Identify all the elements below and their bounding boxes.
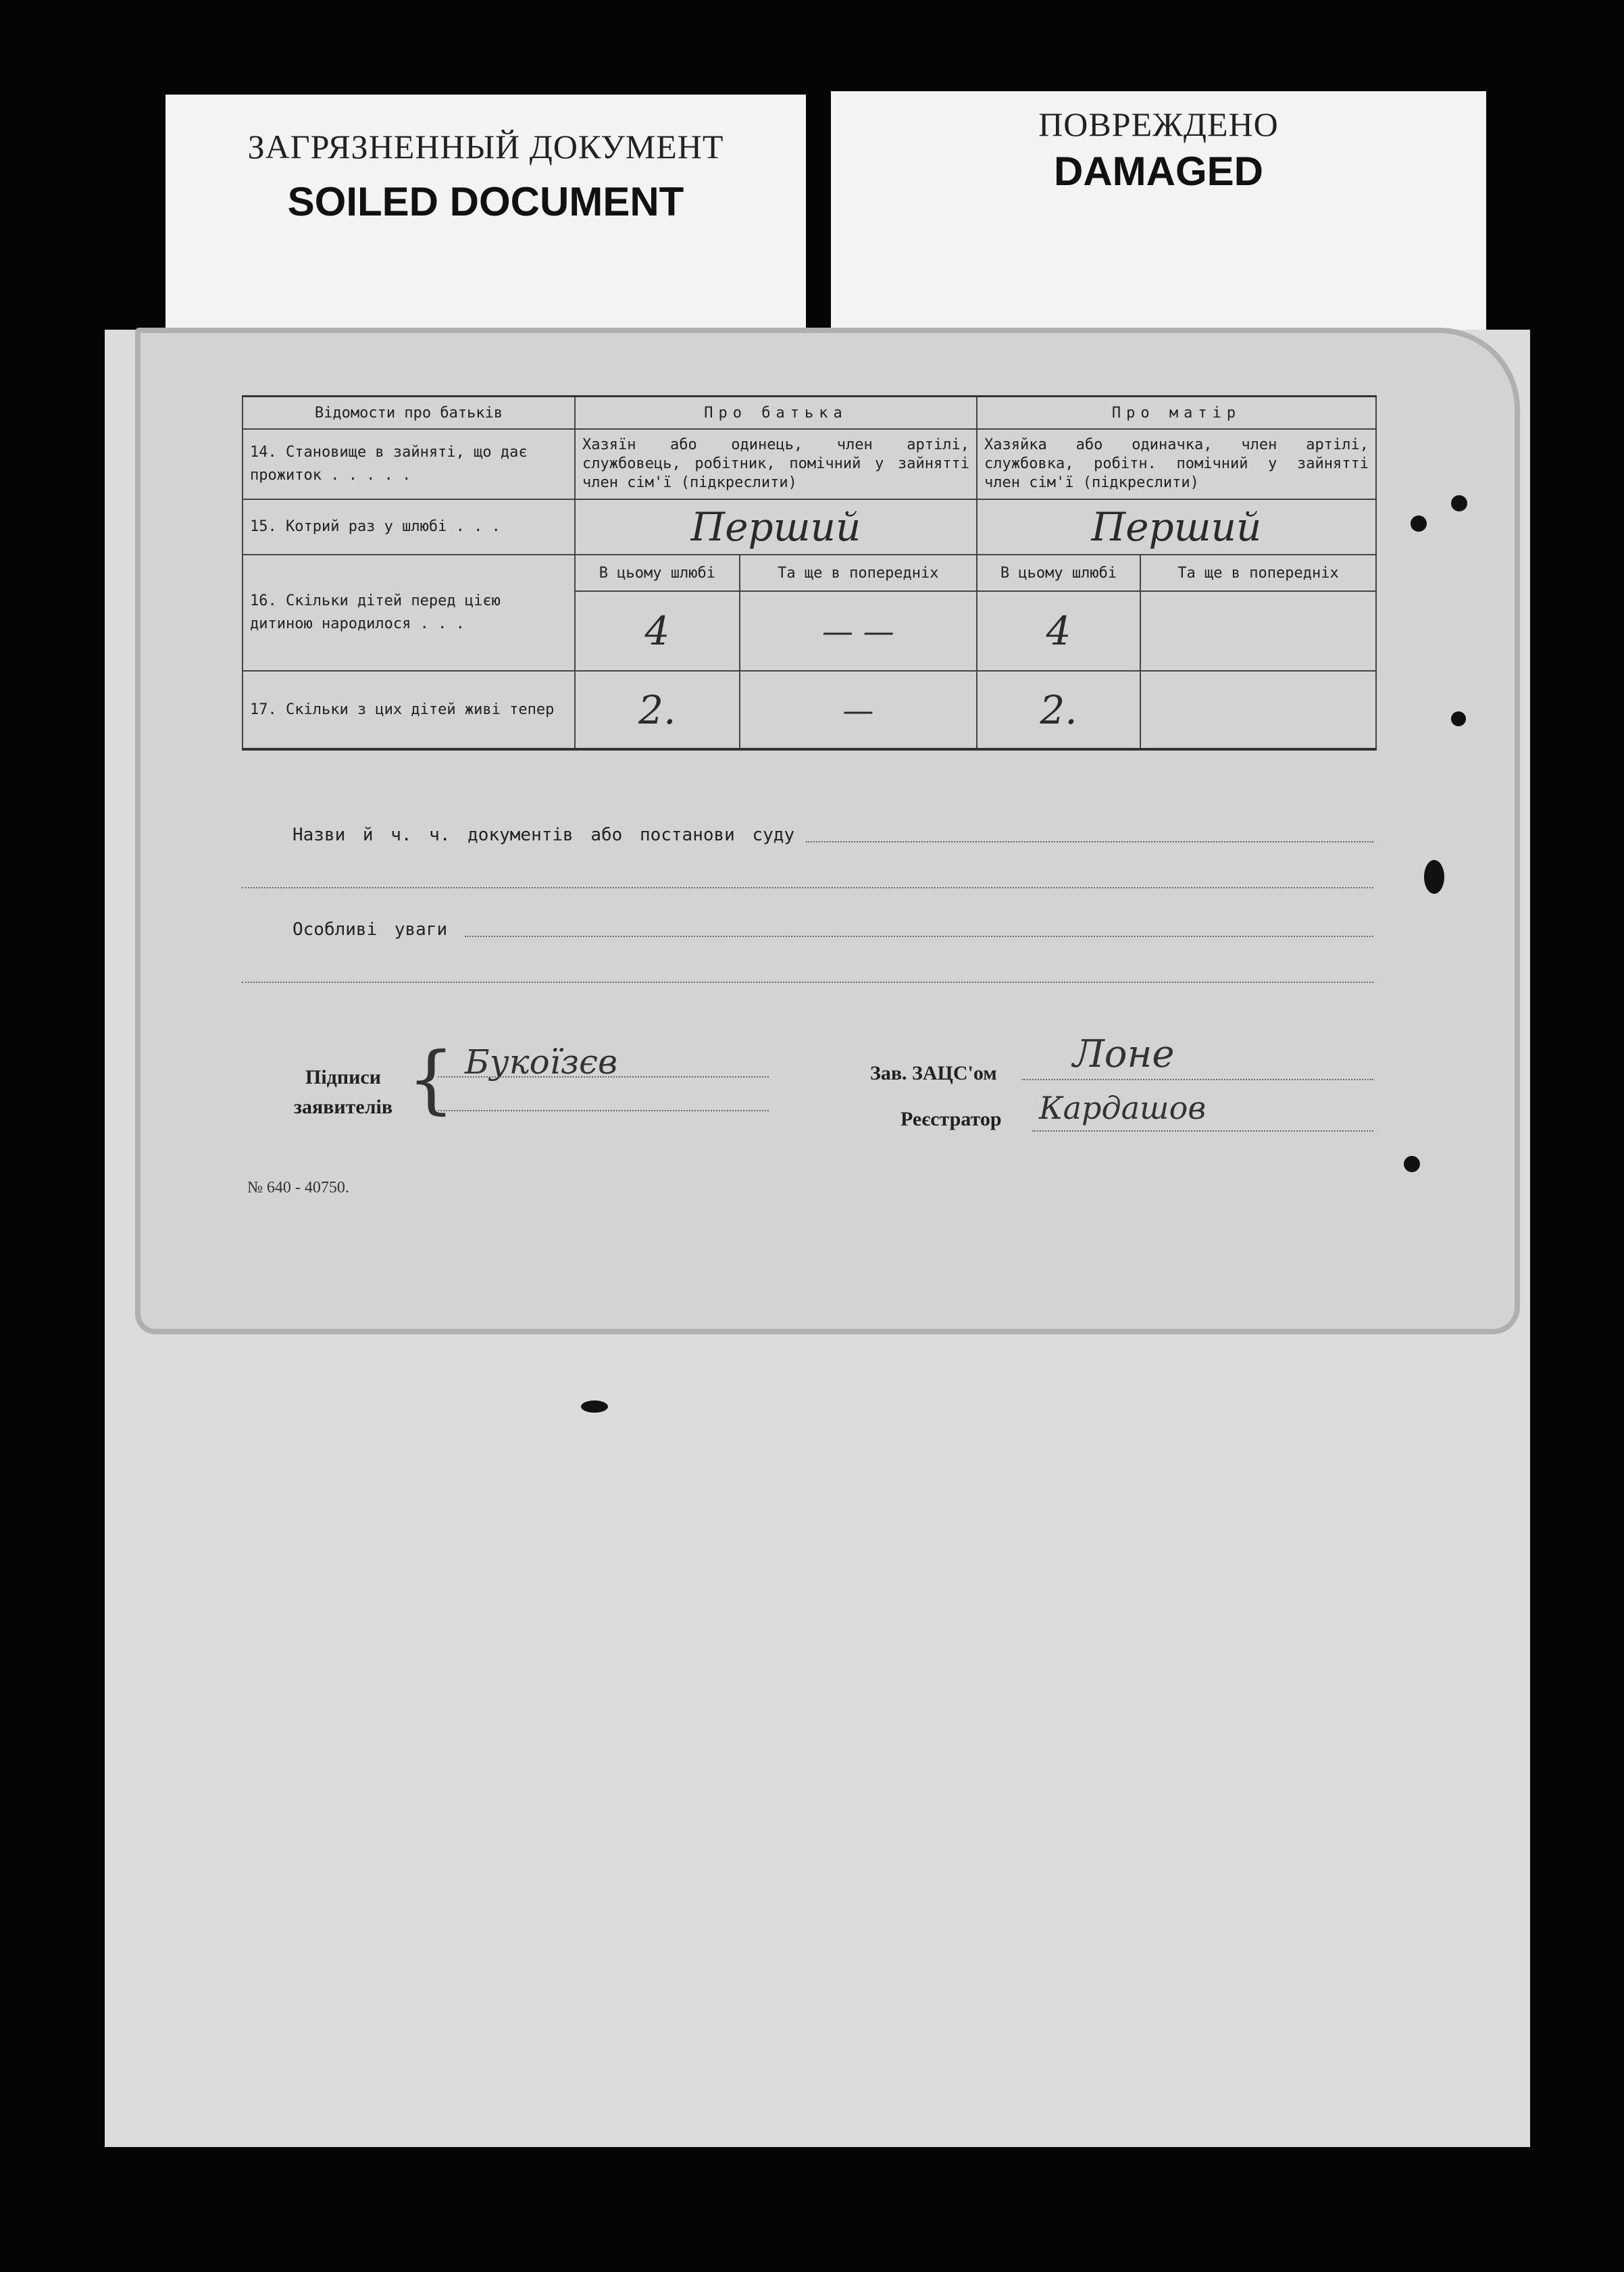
subheader-father-prev: Та ще в попередніх [740, 555, 977, 591]
subheader-mother-prev: Та ще в попередніх [1140, 555, 1376, 591]
head-sign-line [1022, 1079, 1373, 1080]
registrar-sign-line [1032, 1130, 1373, 1132]
q17-father-this: 2. [575, 671, 740, 749]
documents-line-2 [242, 887, 1373, 888]
q14-mother-options: Хазяйка або одиначка, член артілі, службовка, робітн. помічний у зайнятті член сім'ї (підкреслити) [977, 429, 1376, 499]
applicants-label-line-1: Підписи [305, 1066, 382, 1088]
head-signature: Лоне [1073, 1032, 1175, 1076]
header-father: Про батька [575, 397, 977, 430]
applicants-label-line-2: заявителів [293, 1096, 393, 1118]
punch-hole [1404, 1156, 1420, 1172]
registrar-label: Реєстратор [900, 1108, 1002, 1130]
q16-mother-this: 4 [977, 591, 1140, 671]
remarks-label: Особливі уваги [293, 919, 448, 940]
applicant-signature: Букоїзєв [465, 1042, 618, 1082]
q15-mother-value: Перший [977, 499, 1376, 555]
q17-mother-this: 2. [977, 671, 1140, 749]
damaged-label-english: DAMAGED [1054, 149, 1263, 194]
q17-father-prev: — [740, 671, 977, 749]
punch-hole [1451, 711, 1466, 726]
damaged-document-label [831, 91, 1486, 334]
applicant-sign-line-1 [438, 1076, 769, 1078]
damage-mark [1424, 860, 1444, 894]
applicants-signature-label [282, 1063, 404, 1122]
stain-mark [581, 1400, 608, 1413]
remarks-line-2 [242, 982, 1373, 983]
damaged-label-russian: ПОВРЕЖДЕНО [1038, 105, 1279, 143]
q14-father-options: Хазяїн або одинець, член артілі, службовець, робітник, помічний у зайнятті член сім'ї (підкреслити) [575, 429, 977, 499]
registrar-signature: Кардашов [1039, 1090, 1207, 1126]
documents-label: Назви й ч. ч. документів або постанови суду [293, 825, 795, 845]
subheader-father-this: В цьому шлюбі [575, 555, 740, 591]
punch-hole [1451, 495, 1467, 511]
brace: { [407, 1036, 455, 1122]
soiled-label-russian: ЗАГРЯЗНЕННЫЙ ДОКУМЕНТ [247, 128, 724, 166]
documents-line-1 [806, 841, 1373, 842]
soiled-document-label [166, 95, 806, 334]
q17-label: 17. Скільки з цих дітей живі тепер [243, 671, 575, 749]
q16-father-prev: — — [740, 591, 977, 671]
subheader-mother-this: В цьому шлюбі [977, 555, 1140, 591]
head-label: Зав. ЗАЦС'ом [870, 1062, 997, 1084]
q16-father-this: 4 [575, 591, 740, 671]
form-number: № 640 - 40750. [247, 1179, 349, 1196]
q15-label: 15. Котрий раз у шлюбі . . . [243, 499, 575, 555]
header-info: Відомости про батьків [243, 397, 575, 430]
q16-label: 16. Скільки дітей перед цією дитиною народилося . . . [243, 555, 575, 671]
q14-label: 14. Становище в зайняті, що дає прожиток . . . . . [243, 429, 575, 499]
applicant-sign-line-2 [438, 1110, 769, 1111]
q16-mother-prev [1140, 591, 1376, 671]
soiled-label-english: SOILED DOCUMENT [287, 179, 684, 224]
remarks-line-1 [465, 936, 1373, 937]
registration-form-sheet [135, 328, 1520, 1334]
q15-father-value: Перший [575, 499, 977, 555]
header-mother: Про матір [977, 397, 1376, 430]
q17-mother-prev [1140, 671, 1376, 749]
punch-hole [1411, 515, 1427, 532]
parents-info-table [242, 395, 1377, 751]
